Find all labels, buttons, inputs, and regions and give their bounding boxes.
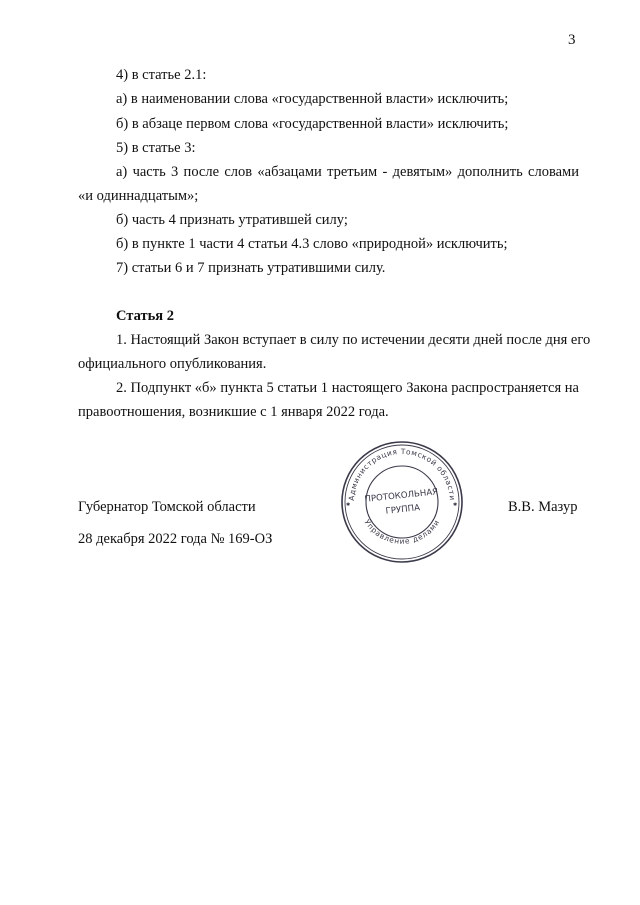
paragraph-line: 2. Подпункт «б» пункта 5 статьи 1 настоящего Закона распространяется на xyxy=(116,380,579,396)
list-item: б) часть 4 признать утратившей силу; xyxy=(116,212,348,228)
stamp-center-text-line2: ГРУППА xyxy=(385,503,421,517)
list-item-continuation: «и одиннадцатым»; xyxy=(78,188,199,204)
list-item: а) часть 3 после слов «абзацами третьим - девятым» дополнить словами xyxy=(116,164,579,180)
list-item: б) в пункте 1 части 4 статьи 4.3 слово «природной» исключить; xyxy=(116,236,508,252)
star-icon: ✱ xyxy=(346,502,351,508)
stamp-outer-text-top: Администрация Томской области xyxy=(346,446,458,502)
list-item: 7) статьи 6 и 7 признать утратившими силу. xyxy=(116,260,386,276)
star-icon: ✱ xyxy=(453,502,458,508)
official-stamp xyxy=(340,440,464,564)
stamp-center-text-line1: ПРОТОКОЛЬНАЯ xyxy=(364,487,439,505)
signature-position: Губернатор Томской области xyxy=(78,499,256,515)
list-item: 4) в статье 2.1: xyxy=(116,67,207,83)
paragraph-line: официального опубликования. xyxy=(78,356,267,372)
paragraph-line: 1. Настоящий Закон вступает в силу по истечении десяти дней после дня его xyxy=(116,332,591,348)
stamp-outer-text-bottom: Управление делами xyxy=(362,517,442,546)
list-item: а) в наименовании слова «государственной власти» исключить; xyxy=(116,91,509,107)
paragraph-line: правоотношения, возникшие с 1 января 2022 года. xyxy=(78,404,389,420)
signature-name: В.В. Мазур xyxy=(508,499,578,515)
page-number: 3 xyxy=(568,32,576,48)
list-item: б) в абзаце первом слова «государственной власти» исключить; xyxy=(116,116,509,132)
list-item: 5) в статье 3: xyxy=(116,140,196,156)
article-heading: Статья 2 xyxy=(116,308,174,324)
law-date-number: 28 декабря 2022 года № 169-ОЗ xyxy=(78,531,273,547)
